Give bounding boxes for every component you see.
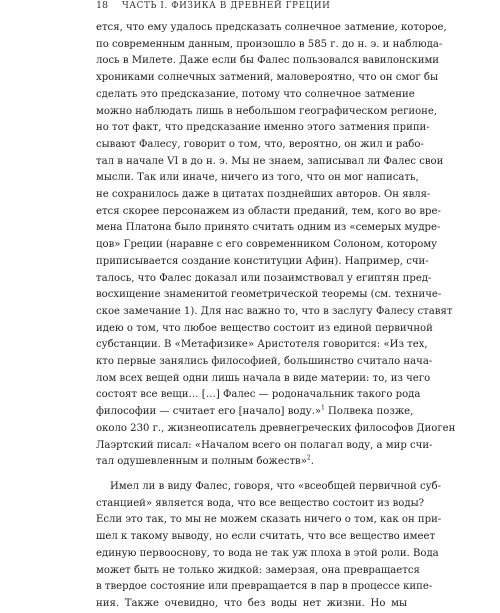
text-line-segment: тал одушевленным и полным божеств» — [96, 456, 307, 468]
text-line: может быть не только жидкой: замерзая, она превращается — [96, 564, 420, 576]
text-line: не сохранилось даже в цитатах позднейших авторов. Он явля- — [96, 189, 431, 201]
text-line-with-footnote: тал одушевленным и полным божеств»$^2$. — [96, 454, 314, 468]
text-line: ется, что ему удалось предсказать солнечное затмение, которое, — [96, 22, 447, 33]
paragraph-gap — [96, 471, 407, 479]
paragraph-1 — [96, 20, 456, 471]
text-line-segment: философии — считает его [начало] воду.» — [96, 406, 321, 418]
text-line-segment: Полвека позже, — [324, 406, 414, 418]
text-line: ское замечание 1). Для нас важно то, что в заслугу Фалесу ставят — [96, 305, 453, 317]
text-line: лось в Милете. Даже если бы Фалес пользовался вавилонскими — [96, 55, 440, 67]
text-line: субстанции. В «Метафизике» Аристотеля говорится: «Из тех, — [96, 339, 428, 351]
text-line: лом всех вещей одни лишь начала в виде материи: то, из чего — [96, 372, 431, 384]
text-line: мысли. Так или иначе, ничего из того, что он мог написать, — [96, 172, 419, 184]
section-title: ЧАСТЬ I. ФИЗИКА В ДРЕВНЕЙ ГРЕЦИИ — [122, 1, 331, 11]
text-line: сывают Фалесу, говорит о том, что, вероятно, он жил и рабо- — [96, 138, 424, 150]
text-line: но тот факт, что предсказание именно этого затмения припи- — [96, 122, 430, 134]
text-line: состоят все вещи… […] Фалес — родоначальник такого рода — [96, 389, 421, 401]
text-line: ется скорее персонажем из области преданий, тем, кого во вре- — [96, 205, 441, 217]
text-line-with-footnote — [96, 404, 414, 421]
text-line: Имел ли в виду Фалес, говоря, что «всеобщей первичной суб- — [110, 480, 442, 492]
text-line: в твердое состояние или превращается в пар в процессе кипе- — [96, 581, 433, 593]
text-line: цов» Греции (наравне с его современником Солоном, которому — [96, 239, 438, 251]
text-line: около 230 г., жизнеописатель древнегреческих философов Диоген — [96, 422, 456, 434]
text-line: идею о том, что любое вещество состоит из единой первичной — [96, 322, 433, 334]
running-head — [96, 0, 416, 14]
text-line: тал в начале VI в до н. э. Мы не знаем, записывал ли Фалес свои — [96, 155, 444, 167]
footnote-mark: 2 — [306, 454, 311, 462]
page-number: 18 — [96, 0, 109, 11]
text-line: хрониками солнечных затмений, маловероятно, что он смог бы — [96, 72, 438, 84]
text-line: мена Платона было принято считать одним из «семерых мудре- — [96, 222, 441, 234]
text-line: талось, что Фалес доказал или позаимствовал у египтян пред- — [96, 272, 432, 284]
text-line: Лаэртский писал: «Началом всего он полагал воду, а мир счи- — [96, 439, 433, 451]
text-line: восхищение знаменитой геометрической теоремы (см. техниче- — [96, 289, 442, 301]
text-line: по современным данным, произошло в 585 г. до н. э. и наблюда- — [96, 38, 443, 50]
text-line: шел к такому выводу, но если считать, что все вещество имеет — [96, 531, 436, 543]
text-line: Если это так, то мы не можем сказать ничего о том, как он при- — [96, 514, 442, 526]
text-line: сделать это предсказание, потому что солнечное затмение — [96, 88, 415, 100]
text-line: станцией» является вода, что все вещество состоит из воды? — [96, 497, 425, 509]
text-line: можно наблюдать лишь в небольшом географическом регионе, — [96, 105, 438, 117]
text-line: ния. Также очевидно, что без воды нет жизни. Но мы — [96, 597, 407, 609]
footnote-mark: 1 — [321, 404, 325, 412]
text-line: кто первые занялись философией, большинство считало нача- — [96, 356, 433, 368]
text-line: единую первооснову, то вода не так уж плоха в этой роли. Вода — [96, 547, 439, 559]
text-line: приписывается создание конституции Афин). Например, счи- — [96, 255, 429, 267]
paragraph-2 — [96, 479, 442, 613]
body-text — [96, 20, 456, 613]
